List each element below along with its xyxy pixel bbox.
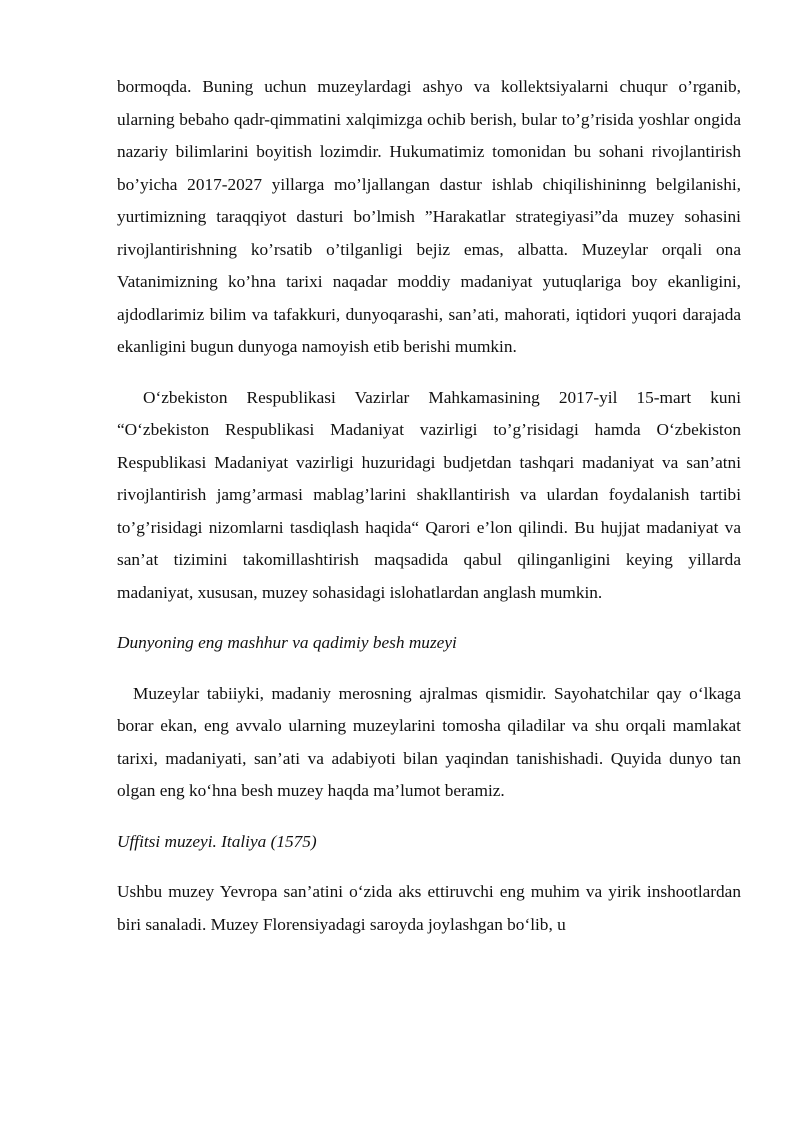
section-heading: Uffitsi muzeyi. Italiya (1575) xyxy=(117,831,317,851)
body-paragraph: bormoqda. Buning uchun muzeylardagi ashyo va kollektsiyalarni chuqur o’rganib, ularning bebaho qadr-qimmatini xalqimizga ochib berish, bular to’g’risida yoshlar ongida nazariy bilimlarini boyitish lozimdir. Hukumatimiz tomonidan bu sohani rivojlantirish bo’yicha 2017-2027 yillarga mo’ljallangan dastur ishlab chiqilishininng belgilanishi, yurtimizning taraqqiyot dasturi bo’lmish ”Harakatlar strategiyasi”da muzey sohasini rivojlantirishning ko’rsatib o’tilganligi bejiz emas, albatta. Muzeylar orqali ona Vatanimizning ko’hna tarixi naqadar moddiy madaniyat yutuqlariga boy ekanligini, ajdodlarimiz bilim va tafakkuri, dunyoqarashi, san’ati, mahorati, iqtidori yuqori darajada ekanligini bugun dunyoga namoyish etib berishi mumkin. xyxy=(117,77,741,356)
body-paragraph: Muzeylar tabiiyki, madaniy merosning ajralmas qismidir. Sayohatchilar qay o‘lkaga borar ekan, eng avvalo ularning muzeylarini tomosha qiladilar va shu orqali mamlakat tarixi, madaniyati, san’ati va adabiyoti bilan yaqindan tanishishadi. Quyida dunyo tan olgan eng ko‘hna besh muzey haqda ma’lumot beramiz. xyxy=(117,683,741,800)
page-content xyxy=(117,71,741,941)
section-heading: Dunyoning eng mashhur va qadimiy besh muzeyi xyxy=(117,633,457,652)
body-paragraph: Ushbu muzey Yevropa san’atini o‘zida aks ettiruvchi eng muhim va yirik inshootlardan biri sanaladi. Muzey Florensiyadagi saroyda joylashgan bo‘lib, u xyxy=(117,882,741,934)
body-paragraph: O‘zbekiston Respublikasi Vazirlar Mahkamasining 2017-yil 15-mart kuni “O‘zbekiston Respublikasi Madaniyat vazirligi to’g’risidagi hamda O‘zbekiston Respublikasi Madaniyat vazirligi huzuridagi budjetdan tashqari madaniyat va san’atni rivojlantirish jamg’armasi mablag’larini shakllantirish va ulardan foydalanish tartibi to’g’risidagi nizomlarni tasdiqlash haqida“ Qarori e’lon qilindi. Bu hujjat madaniyat va san’at tizimini takomillashtirish maqsadida qabul qilinganligini keying yillarda madaniyat, xususan, muzey sohasidagi islohatlardan anglash mumkin. xyxy=(117,387,741,602)
